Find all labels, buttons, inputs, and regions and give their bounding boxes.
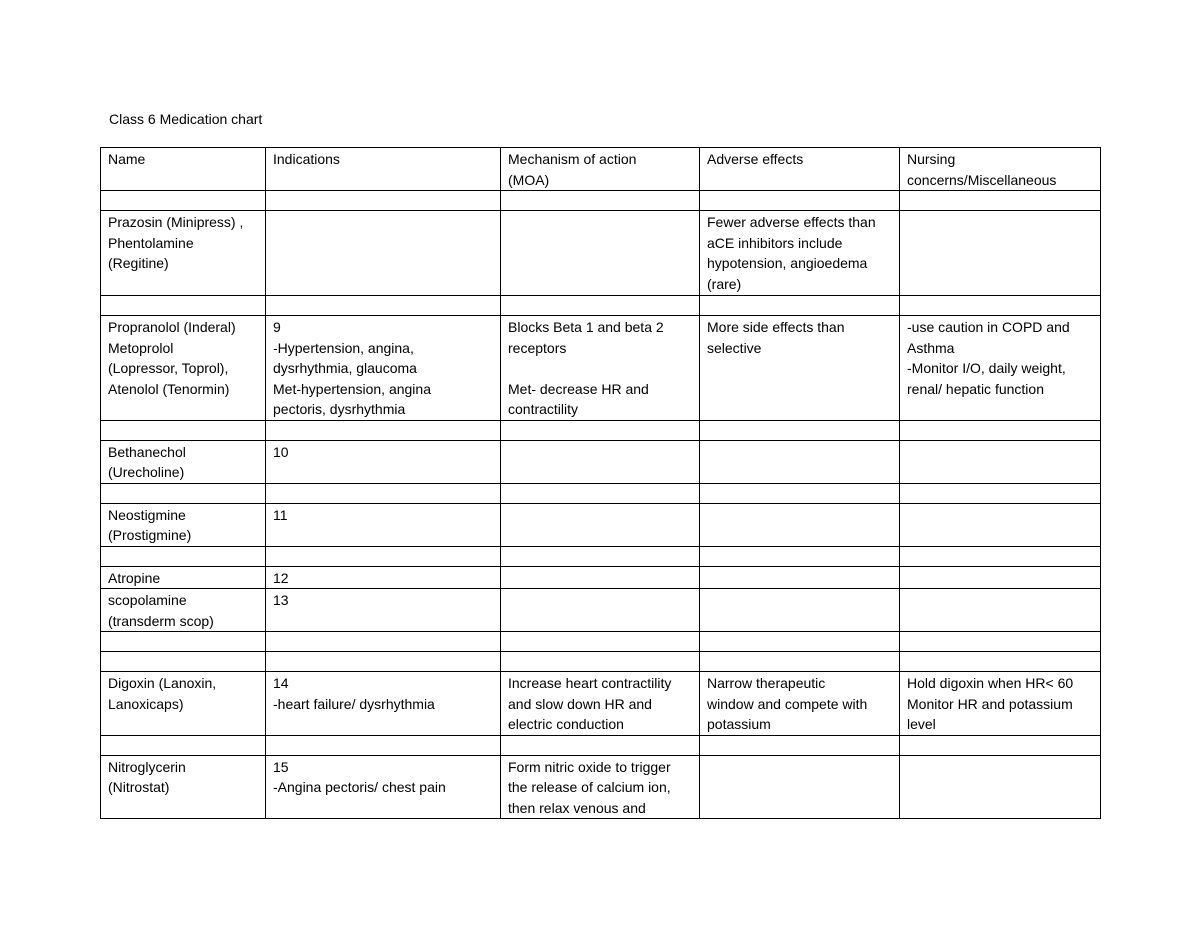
cell-indications: 12 bbox=[266, 566, 501, 589]
cell-indications: 9 -Hypertension, angina, dysrhythmia, glaucoma Met-hypertension, angina pectoris, dysrhythmia bbox=[266, 316, 501, 421]
cell-moa bbox=[501, 503, 700, 546]
cell-adverse bbox=[700, 503, 900, 546]
cell-indications: 13 bbox=[266, 589, 501, 632]
spacer-row bbox=[101, 546, 1101, 566]
header-moa: Mechanism of action (MOA) bbox=[501, 148, 700, 191]
cell-name: Bethanechol (Urecholine) bbox=[101, 440, 266, 483]
header-name: Name bbox=[101, 148, 266, 191]
cell-indications: 14 -heart failure/ dysrhythmia bbox=[266, 672, 501, 736]
header-indications: Indications bbox=[266, 148, 501, 191]
cell-nursing bbox=[900, 440, 1101, 483]
cell-adverse bbox=[700, 589, 900, 632]
spacer-row bbox=[101, 191, 1101, 211]
cell-adverse bbox=[700, 440, 900, 483]
table-row-propranolol bbox=[101, 316, 1101, 421]
cell-adverse: More side effects than selective bbox=[700, 316, 900, 421]
cell-name: Neostigmine (Prostigmine) bbox=[101, 503, 266, 546]
medication-table bbox=[100, 147, 1101, 819]
spacer-row bbox=[101, 735, 1101, 755]
cell-nursing: -use caution in COPD and Asthma -Monitor I/O, daily weight, renal/ hepatic function bbox=[900, 316, 1101, 421]
cell-indications: 10 bbox=[266, 440, 501, 483]
cell-moa: Blocks Beta 1 and beta 2 receptors Met- decrease HR and contractility bbox=[501, 316, 700, 421]
table-row-prazosin bbox=[101, 211, 1101, 296]
cell-indications bbox=[266, 211, 501, 296]
header-adverse: Adverse effects bbox=[700, 148, 900, 191]
spacer-row bbox=[101, 652, 1101, 672]
table-row-scopolamine bbox=[101, 589, 1101, 632]
cell-adverse: Fewer adverse effects than aCE inhibitors include hypotension, angioedema (rare) bbox=[700, 211, 900, 296]
cell-nursing bbox=[900, 589, 1101, 632]
cell-adverse: Narrow therapeutic window and compete with potassium bbox=[700, 672, 900, 736]
cell-name: Nitroglycerin (Nitrostat) bbox=[101, 755, 266, 819]
table-row-neostigmine bbox=[101, 503, 1101, 546]
cell-indications: 15 -Angina pectoris/ chest pain bbox=[266, 755, 501, 819]
cell-moa: Form nitric oxide to trigger the release of calcium ion, then relax venous and bbox=[501, 755, 700, 819]
spacer-row bbox=[101, 632, 1101, 652]
cell-moa bbox=[501, 440, 700, 483]
cell-adverse bbox=[700, 755, 900, 819]
header-row bbox=[101, 148, 1101, 191]
spacer-row bbox=[101, 483, 1101, 503]
cell-nursing bbox=[900, 211, 1101, 296]
table-row-atropine bbox=[101, 566, 1101, 589]
spacer-row bbox=[101, 420, 1101, 440]
spacer-row bbox=[101, 296, 1101, 316]
cell-name: Atropine bbox=[101, 566, 266, 589]
table-row-bethanechol bbox=[101, 440, 1101, 483]
cell-moa bbox=[501, 589, 700, 632]
cell-adverse bbox=[700, 566, 900, 589]
cell-moa bbox=[501, 211, 700, 296]
header-nursing: Nursing concerns/Miscellaneous bbox=[900, 148, 1101, 191]
table-row-digoxin bbox=[101, 672, 1101, 736]
cell-nursing: Hold digoxin when HR< 60 Monitor HR and potassium level bbox=[900, 672, 1101, 736]
cell-name: Propranolol (Inderal) Metoprolol (Lopressor, Toprol), Atenolol (Tenormin) bbox=[101, 316, 266, 421]
page-title: Class 6 Medication chart bbox=[109, 111, 263, 127]
table-row-nitroglycerin bbox=[101, 755, 1101, 819]
cell-name: Prazosin (Minipress) , Phentolamine (Regitine) bbox=[101, 211, 266, 296]
cell-name: scopolamine (transderm scop) bbox=[101, 589, 266, 632]
cell-moa: Increase heart contractility and slow down HR and electric conduction bbox=[501, 672, 700, 736]
cell-name: Digoxin (Lanoxin, Lanoxicaps) bbox=[101, 672, 266, 736]
cell-nursing bbox=[900, 503, 1101, 546]
cell-moa bbox=[501, 566, 700, 589]
cell-nursing bbox=[900, 566, 1101, 589]
cell-indications: 11 bbox=[266, 503, 501, 546]
cell-nursing bbox=[900, 755, 1101, 819]
